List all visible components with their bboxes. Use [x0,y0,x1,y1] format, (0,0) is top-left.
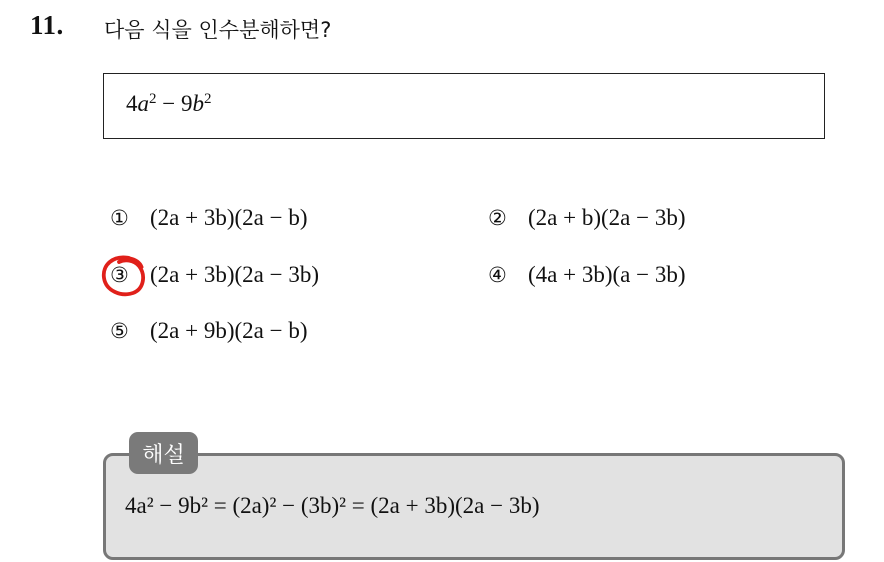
question-text: 다음 식을 인수분해하면? [104,18,332,42]
choice-5-text: (2a + 9b)(2a − b) [150,318,308,343]
choice-1-mark: ① [110,206,129,230]
expression-minus-term: − 9 [156,91,193,116]
expression-exp-b: 2 [203,90,212,107]
choice-5[interactable] [110,318,308,344]
expression-exp-a: 2 [149,90,157,107]
choice-3[interactable] [110,262,319,288]
choice-2-mark: ② [488,206,507,230]
choice-3-text: (2a + 3b)(2a − 3b) [150,262,319,287]
choice-4[interactable] [488,262,686,288]
expression [126,91,211,117]
choice-4-mark: ④ [488,263,507,287]
choice-2[interactable] [488,205,686,231]
solution-text: 4a² − 9b² = (2a)² − (3b)² = (2a + 3b)(2a − 3b) [125,493,540,518]
expression-var-a: a [137,91,149,116]
expression-box [103,73,825,139]
choice-1-text: (2a + 3b)(2a − b) [150,205,308,230]
solution-label: 해설 [129,432,198,474]
expression-coef-a: 4 [126,91,138,116]
expression-var-b: b [192,91,204,116]
choice-2-text: (2a + b)(2a − 3b) [528,205,686,230]
choice-1[interactable] [110,205,308,231]
choice-5-mark: ⑤ [110,319,129,343]
choice-4-text: (4a + 3b)(a − 3b) [528,262,686,287]
question-number: 11. [30,10,64,40]
choice-3-mark: ③ [110,263,129,287]
